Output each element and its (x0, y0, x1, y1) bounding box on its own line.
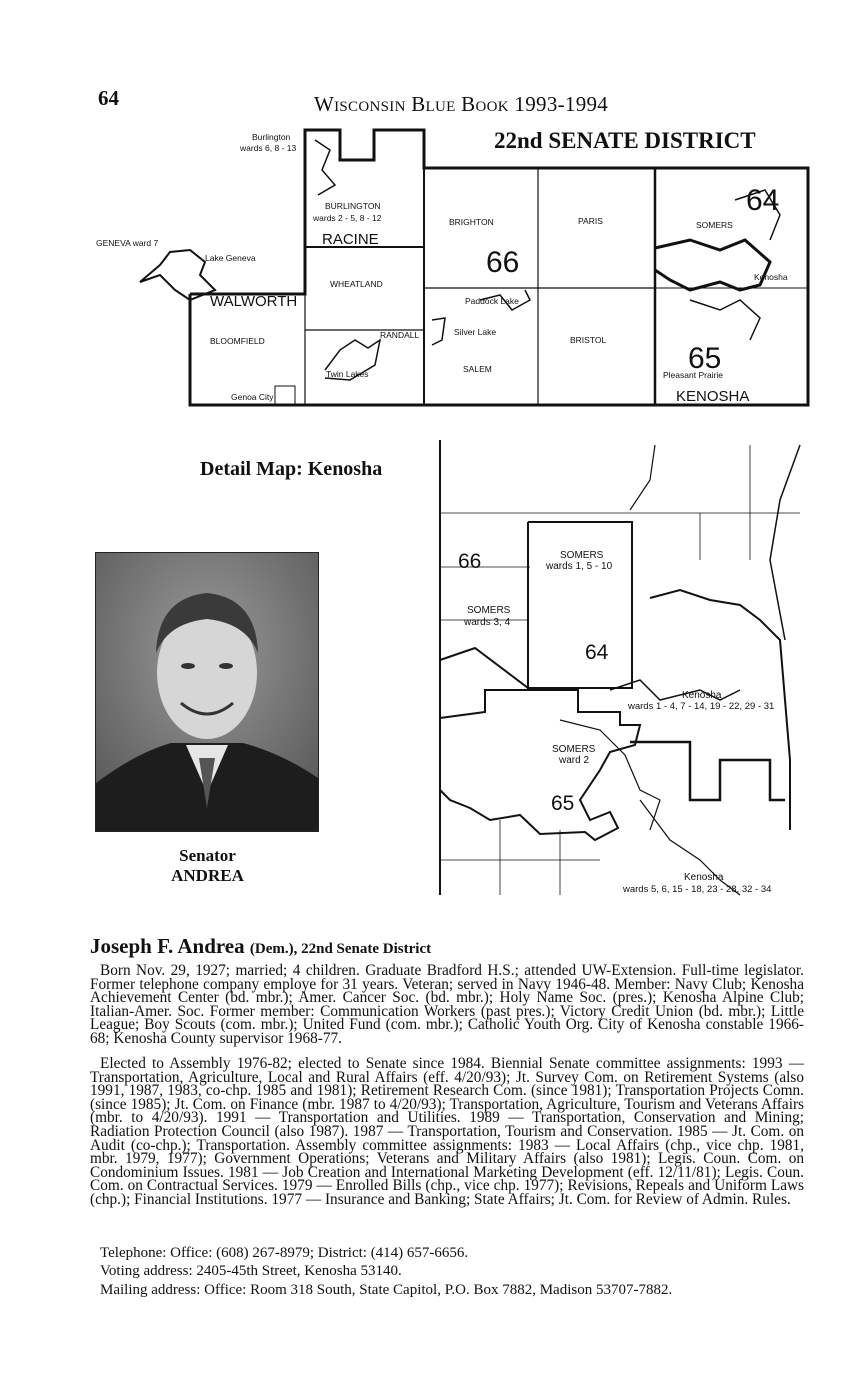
detail-label-somers-1-wards: wards 1, 5 - 10 (546, 561, 613, 572)
contact-voting-address: Voting address: 2405-45th Street, Kenosha 53140. (100, 1263, 402, 1279)
label-genoa-city: Genoa City (231, 392, 274, 402)
label-racine: RACINE (322, 231, 379, 248)
legislator-heading (90, 934, 431, 959)
bio-personal (90, 964, 804, 1046)
portrait-image (96, 553, 318, 831)
label-burlington-city-wards: wards 6, 8 - 13 (240, 143, 297, 153)
label-silver-lake: Silver Lake (454, 327, 497, 337)
bio-committees (90, 1057, 804, 1207)
detail-label-district-65: 65 (551, 792, 575, 815)
caption-title: Senator (179, 846, 236, 865)
detail-label-somers-3: SOMERS (467, 605, 511, 616)
detail-label-kenosha-south: Kenosha (684, 872, 724, 883)
contact-telephone: Telephone: Office: (608) 267-8979; District: (414) 657-6656. (100, 1245, 469, 1261)
label-lake-geneva: Lake Geneva (205, 253, 256, 263)
label-burlington-city: Burlington (252, 132, 291, 142)
label-district-65: 65 (688, 342, 722, 375)
label-district-66: 66 (486, 246, 520, 279)
senator-photo (95, 552, 319, 832)
photo-caption (140, 846, 275, 886)
label-district-64: 64 (746, 184, 780, 217)
contact-mailing-address: Mailing address: Office: Room 318 South, State Capitol, P.O. Box 7882, Madison 53707-7882. (100, 1282, 673, 1298)
label-paris: PARIS (578, 216, 603, 226)
detail-label-district-64: 64 (585, 641, 609, 664)
label-bloomfield: BLOOMFIELD (210, 336, 265, 346)
label-randall: RANDALL (380, 330, 420, 340)
detail-label-kenosha-north: Kenosha (682, 690, 722, 701)
label-geneva: GENEVA ward 7 (96, 238, 159, 248)
label-somers: SOMERS (696, 220, 733, 230)
bio-paragraph-personal: Born Nov. 29, 1927; married; 4 children. Graduate Bradford H.S.; attended UW-Extension. Full-time legislator. Former telephone company employe for 31 years. Veteran; served in Navy 1946-48. Member: Navy Club; Kenosha Achievement Center (bd. mbr.); Amer. Cancer Soc. (bd. mbr.); Holy Name Soc. (pres.); Kenosha Alpine Club; Italian-Amer. Soc. Former member: Communication Workers (past pres.); Victory Credit Union (bd. mbr.); Little League; Boy Scouts (com. mbr.); United Fund (com. mbr.); Catholic Youth Org. City of Kenosha constable 1966-68; Kenosha County supervisor 1968-77. (90, 962, 804, 1047)
label-burlington-town-wards: wards 2 - 5, 8 - 12 (313, 213, 382, 223)
detail-label-somers-2-wards: ward 2 (559, 755, 590, 766)
detail-label-somers-1: SOMERS (560, 550, 604, 561)
bio-paragraph-committees: Elected to Assembly 1976-82; elected to Senate since 1984. Biennial Senate committee assignments: 1993 — Transportation, Agriculture, Local and Rural Affairs (eff. 4/20/93); Jt. Survey Com. on Retirement Systems (also 1991, 1987, 1983, co-chp. 1985 and 1981); Retirement Research Com. (since 1981); Transportation Projects Comn. (since 1985); Jt. Com. on Finance (mbr. 1987 to 4/20/93); Transportation, Agriculture, Tourism and Veterans Affairs (mbr. to 4/20/93). 1991 — Transportation and Utilities. 1989 — Transportation, Conservation and Mining; Radiation Protection Council (also 1987). 1987 — Transportation, Tourism and Conservation. 1985 — Jt. Com. on Audit (co-chp.); Transportation. Assembly committee assignments: 1983 — Local Affairs (chp., vice chp. 1981, mbr. 1979, 1977); Government Operations; Veterans and Military Affairs (also 1981); Legis. Coun. Com. on Condominium Issues. 1981 — Job Creation and International Marketing Development (eff. 12/11/81); Legis. Coun. Com. on Contractual Services. 1979 — Enrolled Bills (chp., vice chp. 1977); Revisions, Repeals and Uniform Laws (chp.); Financial Institutions. 1977 — Insurance and Banking; State Affairs; Jt. Com. for Review of Admin. Rules. (90, 1055, 804, 1208)
detail-label-kenosha-south-wards: wards 5, 6, 15 - 18, 23 - 28, 32 - 34 (623, 884, 772, 895)
caption-surname: ANDREA (171, 866, 244, 885)
detail-label-somers-3-wards: wards 3, 4 (464, 617, 511, 628)
label-pleasant-prairie: Pleasant Prairie (663, 370, 724, 380)
page-number: 64 (98, 86, 119, 110)
label-paddock-lake: Paddock Lake (465, 296, 519, 306)
detail-label-district-66: 66 (458, 550, 482, 573)
legislator-affiliation: (Dem.), 22nd Senate District (249, 941, 432, 957)
running-head: Wisconsin Blue Book 1993-1994 (314, 92, 609, 116)
label-salem: SALEM (463, 364, 492, 374)
label-bristol: BRISTOL (570, 335, 607, 345)
label-brighton: BRIGHTON (449, 217, 494, 227)
label-walworth: WALWORTH (210, 293, 298, 310)
detail-map-title: Detail Map: Kenosha (200, 458, 383, 480)
detail-label-kenosha-north-wards: wards 1 - 4, 7 - 14, 19 - 22, 29 - 31 (628, 701, 775, 712)
label-wheatland: WHEATLAND (330, 279, 383, 289)
label-burlington-town: BURLINGTON (325, 201, 381, 211)
legislator-name: Joseph F. Andrea (90, 934, 245, 958)
label-twin-lakes: Twin Lakes (326, 369, 369, 379)
district-map-title: 22nd SENATE DISTRICT (494, 128, 756, 153)
label-kenosha-city: Kenosha (754, 272, 788, 282)
label-kenosha-county: KENOSHA (676, 388, 750, 405)
detail-label-somers-2: SOMERS (552, 744, 596, 755)
